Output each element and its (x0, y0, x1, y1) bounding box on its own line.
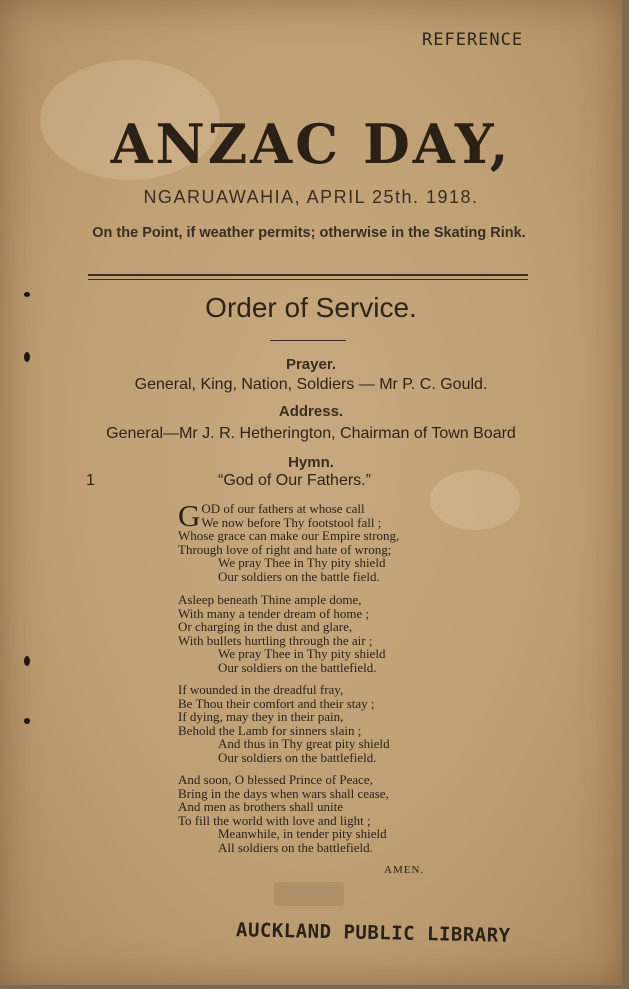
divider-rule (88, 274, 528, 276)
verse-line: Meanwhile, in tender pity shield (218, 826, 387, 842)
library-stamp: AUCKLAND PUBLIC LIBRARY (235, 919, 511, 947)
location-note: On the Point, if weather permits; otherwise in the Skating Rink. (92, 225, 526, 241)
date-place-subtitle: NGARUAWAHIA, APRIL 25th. 1918. (143, 187, 479, 207)
address-heading: Address. (278, 403, 344, 420)
verse-line: And soon, O blessed Prince of Peace, (178, 772, 373, 787)
verse-line: If dying, may they in their pain, (178, 709, 344, 725)
short-divider (270, 340, 346, 341)
hymn-number: 1 (86, 472, 95, 489)
paper-stain (430, 470, 520, 530)
verse-line: We now before Thy footstool fall ; (201, 514, 382, 530)
hymn-verse-3 (178, 683, 390, 765)
address-text: General—Mr J. R. Hetherington, Chairman of Town Board (106, 425, 516, 442)
verse-line: OD of our fathers at whose call (201, 501, 365, 516)
divider-rule (88, 279, 528, 280)
verse-line: Bring in the days when wars shall cease, (178, 785, 389, 801)
verse-line: To fill the world with love and light ; (178, 812, 371, 828)
order-of-service-heading: Order of Service. (205, 292, 417, 323)
hymn-verse-2 (178, 593, 385, 675)
verse-line: Behold the Lamb for sinners slain ; (178, 722, 362, 738)
hymn-verse-1 (178, 498, 400, 584)
verse-line: Our soldiers on the battle field. (218, 568, 380, 584)
punch-hole (24, 718, 30, 724)
verse-line: And men as brothers shall unite (178, 799, 343, 815)
amen-text: AMEN. (384, 864, 425, 876)
verse-line: Whose grace can make our Empire strong, (178, 528, 400, 544)
reference-stamp: REFERENCE (422, 30, 524, 50)
verse-line: Be Thou their comfort and their stay ; (178, 695, 375, 711)
document-title: ANZAC DAY, (110, 112, 512, 176)
verse-line: And thus in Thy great pity shield (218, 736, 390, 752)
punch-hole (24, 656, 30, 666)
faded-stamp (274, 882, 344, 906)
verse-line: We pray Thee in Thy pity shield (218, 555, 386, 571)
verse-line: If wounded in the dreadful fray, (178, 682, 344, 697)
hymn-heading: Hymn. (288, 454, 334, 471)
verse-line: With bullets hurtling through the air ; (178, 632, 373, 648)
prayer-text: General, King, Nation, Soldiers — Mr P. C. Gould. (134, 376, 488, 393)
hymn-verse-4 (178, 773, 389, 855)
verse-line: Asleep beneath Thine ample dome, (178, 592, 362, 607)
verse-line: All soldiers on the battlefield. (218, 839, 373, 855)
verse-line: Or charging in the dust and glare, (178, 619, 353, 635)
verse-line: We pray Thee in Thy pity shield (218, 646, 386, 662)
verse-line: Our soldiers on the battlefield. (218, 659, 377, 675)
drop-cap: G (178, 498, 201, 533)
hymn-title: “God of Our Fathers.” (218, 472, 371, 489)
verse-line: Through love of right and hate of wrong; (178, 541, 392, 557)
verse-line: With many a tender dream of home ; (178, 605, 370, 621)
verse-line: Our soldiers on the battlefield. (218, 749, 377, 765)
prayer-heading: Prayer. (285, 356, 337, 373)
